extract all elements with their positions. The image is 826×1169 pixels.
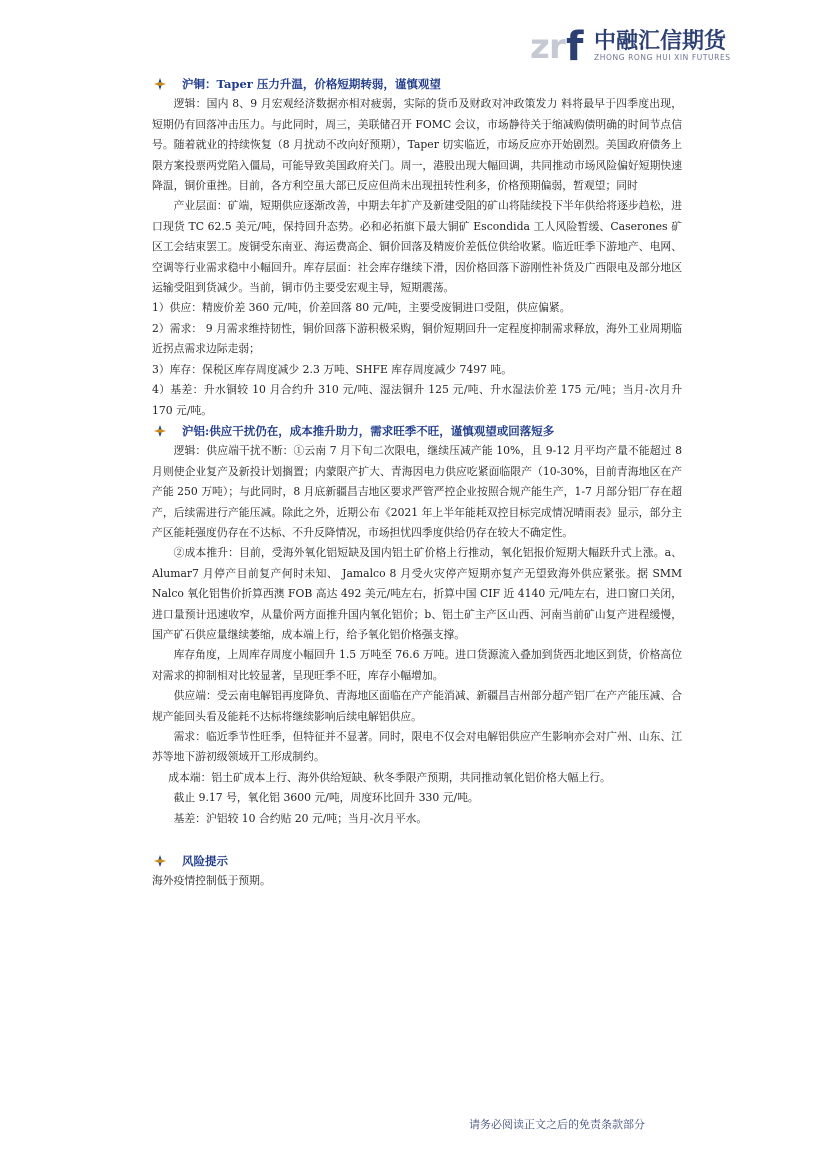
svg-text:z: z [530,27,550,66]
aluminum-inventory-paragraph: 库存角度，上周库存周度小幅回升 1.5 万吨至 76.6 万吨。进口货源流入叠加到货西北地区到货，价格高位对需求的抑制相对比较显著，呈现旺季不旺，库存小幅增加。 [152,648,682,682]
aluminum-cost-paragraph: ②成本推升：目前，受海外氧化铝短缺及国内铝土矿价格上行推动，氧化铝报价短期大幅跃升式上涨。a、Alumar7 月停产目前复产何时未知、 Jamalco 8 月受火灾停产短期亦复产无望致海外供应紧张。据 SMM Nalco 氧化铝售价折算西澳 FOB 高达 492 美元/吨左右，折算中国 CIF 近 4140 元/吨左右，进口窗口关闭，进口量预计迅速收窄，从量价两方面推升国内氧化铝价；b、铝土矿主产区山西、河南当前矿山复产进程缓慢，国产矿石供应量继续萎缩，成本端上行，给予氧化铝价格强支撑。 [152,546,682,641]
risk-heading-text: 风险提示 [182,854,228,869]
svg-text:f: f [566,24,584,66]
bullet-icon [154,78,166,90]
section-heading-aluminum [152,421,682,441]
copper-inventory-item: 3）库存：保税区库存周度减少 2.3 万吨、SHFE 库存周度减少 7497 吨。 [152,362,512,376]
copper-logic-paragraph: 逻辑：国内 8、9 月宏观经济数据亦相对疲弱，实际的货币及财政对冲政策发力 料将最早于四季度出现，短期仍有回落冲击压力。与此同时，周三，美联储召开 FOMC 会议，市场静待关于缩减购债明确的时间节点信号。随着就业的持续恢复（8 月扰动不改向好预期），Taper 切实临近，市场反应亦开始剧烈。美国政府债务上限方案投票两党陷入僵局，可能导致美国政府关门。周一，港股出现大幅回调，共同推动市场风险偏好短期快速降温，铜价重挫。目前，各方利空虽大部已反应但尚未出现扭转性利多，价格预期偏弱，暂观望；同时 [152,97,682,193]
svg-text:r: r [549,27,566,66]
company-logo [530,22,730,70]
aluminum-basis-paragraph: 基差：沪铝较 10 合约贴 20 元/吨；当月-次月平水。 [173,811,428,825]
copper-basis-item: 4）基差：升水铜较 10 月合约升 310 元/吨、湿法铜升 125 元/吨、升水湿法价差 175 元/吨；当月-次月升 170 元/吨。 [152,383,682,417]
risk-text: 海外疫情控制低于预期。 [152,874,271,888]
aluminum-demand-paragraph: 需求：临近季节性旺季，但特征并不显著。同时，限电不仅会对电解铝供应产生影响亦会对广州、山东、江苏等地下游初级领域开工形成制约。 [152,730,682,764]
aluminum-cutoff-paragraph: 截止 9.17 号，氧化铝 3600 元/吨，周度环比回升 330 元/吨。 [173,791,479,805]
aluminum-supply-paragraph: 供应端：受云南电解铝再度降负、青海地区面临在产产能消减、新疆昌吉州部分超产铝厂在产产能压减、合规产能回头看及能耗不达标将继续影响后续电解铝供应。 [152,689,682,723]
copper-supply-item: 1）供应：精废价差 360 元/吨，价差回落 80 元/吨，主要受废铜进口受阻，供应偏紧。 [152,301,571,315]
aluminum-heading-text: 沪铝:供应干扰仍在，成本推升助力，需求旺季不旺，谨慎观望或回落短多 [182,423,555,438]
bullet-icon [154,425,166,437]
section-heading-risk [152,851,682,871]
disclaimer-footer: 请务必阅读正文之后的免责条款部分 [469,1118,645,1131]
logo-english-name: ZHONG RONG HUI XIN FUTURES [594,53,731,62]
aluminum-cost-end-paragraph: 成本端：铝土矿成本上行、海外供给短缺、秋冬季限产预期，共同推动氧化铝价格大幅上行。 [168,770,611,784]
aluminum-logic-paragraph: 逻辑：供应端干扰不断：①云南 7 月下旬二次限电，继续压减产能 10%，且 9-12 月平均产量不能超过 8 月则使企业复产及新投计划搁置；内蒙限产扩大、青海因电力供应吃紧面临限产（10-30%，目前青海地区在产产能 250 万吨）；与此同时，8 月底新疆昌吉地区要求严管严控企业按照合规产能生产，1-7 月部分铝厂存在超产，后续需进行产能压减。除此之外，近期公布《2021 年上半年能耗双控目标完成情况晴雨表》显示，部分主产区能耗强度仍存在不达标、不升反降情况，市场担忧四季度供给仍存在较大不确定性。 [152,444,682,539]
bullet-icon [154,855,166,867]
section-heading-copper [152,74,682,94]
logo-chinese-name: 中融汇信期货 [594,29,727,54]
spacer [152,829,682,851]
copper-industry-paragraph: 产业层面：矿端，短期供应逐渐改善，中期去年扩产及新建受阻的矿山将陆续投下半年供给将逐步趋松，进口现货 TC 62.5 美元/吨，保持回升态势。必和必拓旗下最大铜矿 Escondida 工人风险暂缓、Caserones 矿区工会结束罢工。废铜受东南亚、海运费高企、铜价回落及精废价差低位供给收紧。临近旺季下游地产、电网、空调等行业需求稳中小幅回升。库存层面：社会库存继续下滑，因价格回落下游刚性补货及广西限电及部分地区运输受阻到货减少。当前，铜市仍主要受宏观主导，短期震荡。 [152,199,682,295]
copper-heading-text: 沪铜：Taper 压力升温，价格短期转弱，谨慎观望 [182,77,441,91]
zrf-logo-mark-icon [530,22,588,66]
report-body [152,74,682,892]
copper-demand-item: 2）需求： 9 月需求维持韧性，铜价回落下游积极采购，铜价短期回升一定程度抑制需求释放，海外工业周期临近拐点需求边际走弱； [152,321,682,356]
